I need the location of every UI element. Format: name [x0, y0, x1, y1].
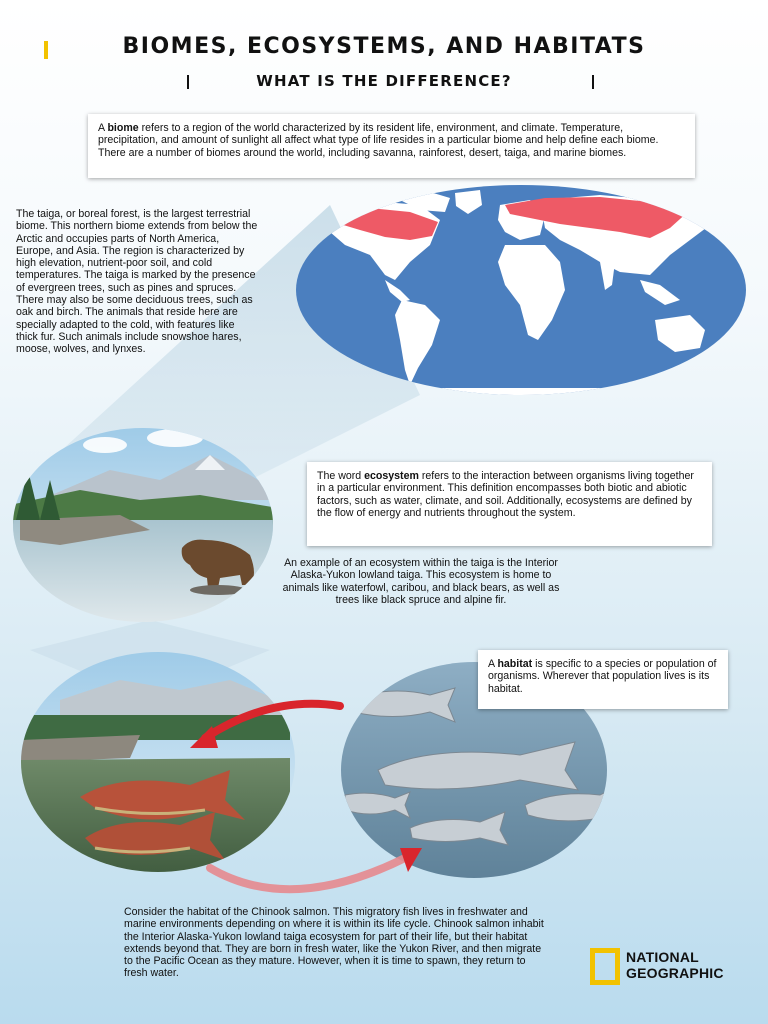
taiga-description: The taiga, or boreal forest, is the largest terrestrial biome. This northern biome extends from below the Arctic and occupies parts of North America, Europe, and Asia. The region is characterized by high elevation, nutrient-poor soil, and cold temperatures. The taiga is marked by the presence of evergreen trees, such as pines and spruces. There may also be some deciduous trees, such as oak and birch. The animals that reside here are specially adapted to the cold, with features like thick fur. Such animals include snowshoe hares, moose, wolves, and lynxes.	[16, 208, 258, 356]
biome-post: refers to a region of the world characterized by its resident life, environment, and climate. Temperature, precipitation, and amount of sunlight all affect what type of life resides in a particular biome and help define each biome. There are a number of biomes around the world, including savanna, rainforest, desert, taiga, and marine biomes.	[98, 122, 659, 159]
logo-line1: NATIONAL	[626, 949, 699, 965]
page-subtitle: WHAT IS THE DIFFERENCE?	[256, 72, 512, 90]
page-title: BIOMES, ECOSYSTEMS, AND HABITATS	[122, 34, 646, 59]
habitat-term: habitat	[497, 658, 533, 670]
ecosystem-definition-box	[307, 462, 712, 546]
habitat-definition-box	[478, 650, 728, 709]
biome-pre: A	[98, 122, 108, 134]
logo-line2: GEOGRAPHIC	[626, 965, 724, 981]
habitat-pre: A	[488, 658, 498, 670]
habitat-post: is specific to a species or population of organisms. Wherever that population lives is its habitat.	[488, 658, 717, 695]
nat-geo-logo-icon	[590, 948, 620, 985]
biome-definition-box	[88, 114, 695, 178]
nat-geo-logo-text	[626, 949, 724, 981]
ecosystem-example: An example of an ecosystem within the taiga is the Interior Alaska-Yukon lowland taiga. This ecosystem is home to animals like waterfowl, caribou, and black bears, as well as trees like black spruce and alpine fir.	[282, 557, 560, 606]
salmon-description: Consider the habitat of the Chinook salmon. This migratory fish lives in freshwater and marine environments depending on where it is within its life cycle. Chinook salmon inhabit the Interior Alaska-Yukon lowland taiga ecosystem for part of their life, but their habitat extends beyond that. They are born in fresh water, like the Yukon River, and then migrate to the Pacific Ocean as they mature. However, when it is time to spawn, they return to fresh water.	[124, 906, 544, 980]
biome-term: biome	[107, 122, 139, 134]
ecosystem-term: ecosystem	[364, 470, 419, 482]
stream-scene	[20, 652, 295, 880]
ecosystem-pre: The word	[317, 470, 365, 482]
ecosystem-post: refers to the interaction between organisms living together in a particular environment. This definition encompasses both biotic and abiotic factors, such as water, climate, and soil. Additionally, ecosystems are defined by the flow of energy and nutrients throughout the system.	[317, 470, 694, 519]
world-map	[296, 185, 746, 396]
